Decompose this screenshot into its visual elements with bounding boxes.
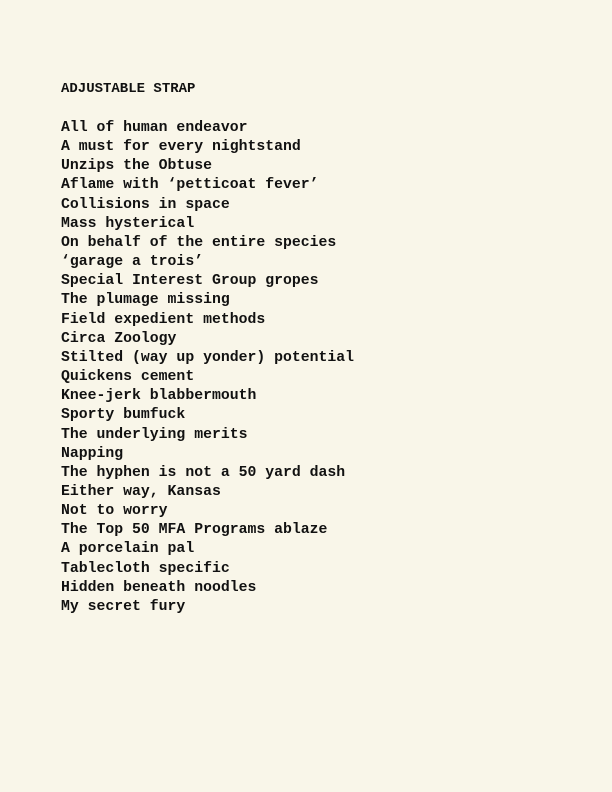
- poem-line: Napping: [61, 445, 124, 462]
- poem-line: The hyphen is not a 50 yard dash: [61, 464, 346, 481]
- poem-line: The Top 50 MFA Programs ablaze: [61, 522, 328, 539]
- poem-line: Either way, Kansas: [61, 483, 221, 500]
- poem-body: [61, 119, 354, 617]
- poem-title: ADJUSTABLE STRAP: [61, 81, 196, 97]
- poem-line: Circa Zoology: [61, 330, 177, 347]
- poem-line: The underlying merits: [61, 426, 248, 443]
- poem-line: Sporty bumfuck: [61, 407, 186, 424]
- poem-line: Collisions in space: [61, 196, 230, 213]
- poem-line: On behalf of the entire species: [61, 234, 337, 251]
- poem-line: A porcelain pal: [61, 541, 195, 558]
- poem-line: Quickens cement: [61, 369, 195, 386]
- poem-line: Mass hysterical: [61, 215, 195, 232]
- poem-line: Tablecloth specific: [61, 560, 230, 577]
- poem-line: Unzips the Obtuse: [61, 158, 212, 175]
- poem-line: My secret fury: [61, 598, 186, 615]
- poem-line: A must for every nightstand: [61, 139, 301, 156]
- poem-line: Knee-jerk blabbermouth: [61, 388, 257, 405]
- poem-line: ‘garage a trois’: [61, 254, 204, 271]
- poem-line: Not to worry: [61, 503, 168, 520]
- poem-line: Hidden beneath noodles: [61, 579, 257, 596]
- poem-line: The plumage missing: [61, 292, 230, 309]
- poem-line: Aflame with ‘petticoat fever’: [61, 177, 319, 194]
- poem-line: All of human endeavor: [61, 120, 248, 136]
- poem-line: Stilted (way up yonder) potential: [61, 349, 355, 366]
- poem-line: Special Interest Group gropes: [61, 273, 319, 290]
- poem-line: Field expedient methods: [61, 311, 266, 328]
